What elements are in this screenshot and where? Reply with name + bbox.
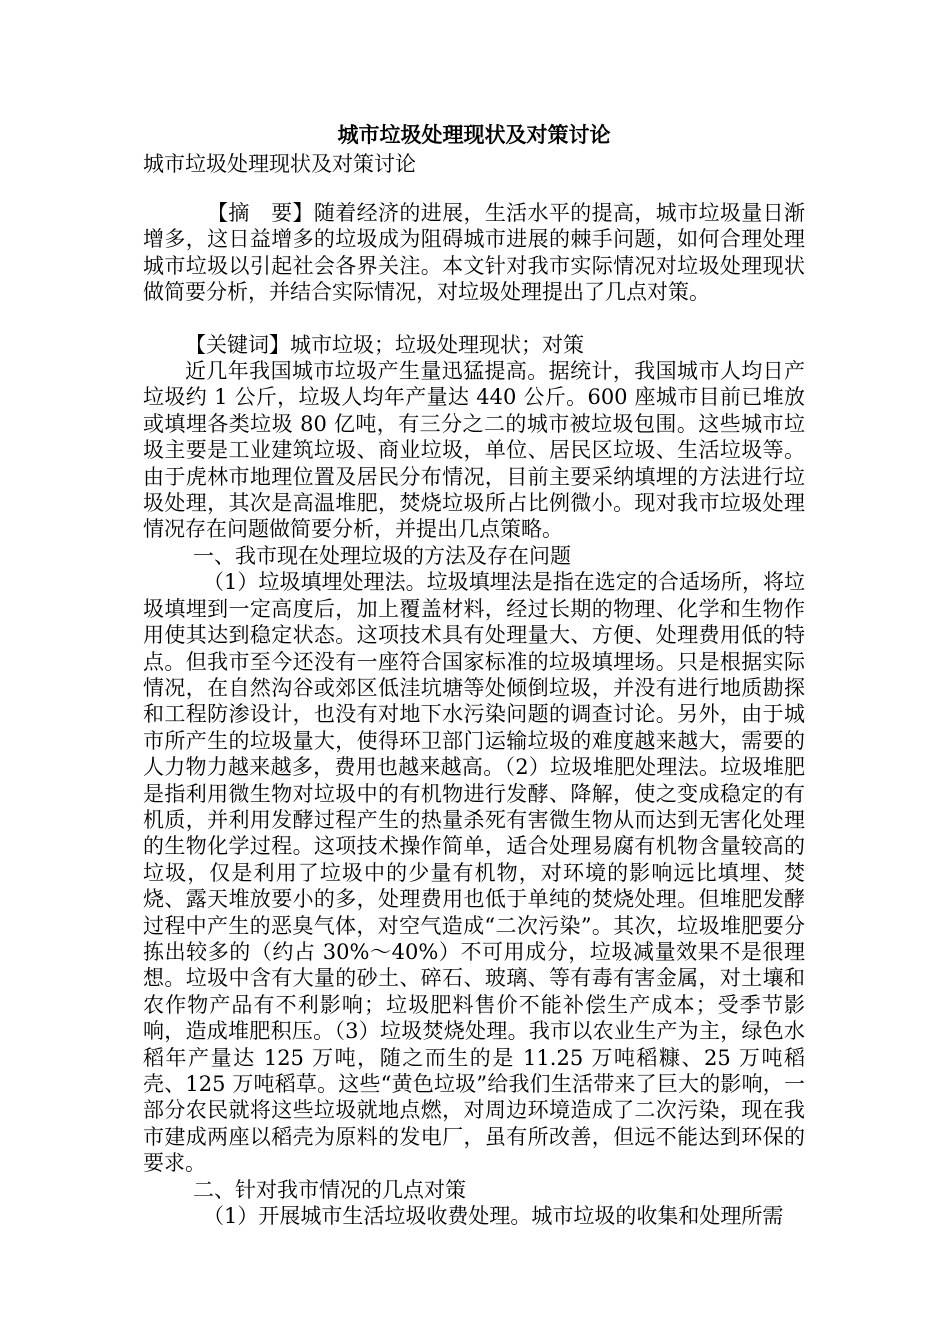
section-1-body: （1）垃圾填埋处理法。垃圾填埋法是指在选定的合适场所，将垃圾填埋到一定高度后，加上覆盖材料，经过长期的物理、化学和生物作用使其达到稳定状态。这项技术具有处理量大、方便、处理费用低的特点。但我市至今还没有一座符合国家标准的垃圾填埋场。只是根据实际情况，在自然沟谷或郊区低洼坑塘等处倾倒垃圾，并没有进行地质勘探和工程防渗设计，也没有对地下水污染问题的调查讨论。另外，由于城市所产生的垃圾量大，使得环卫部门运输垃圾的难度越来越大，需要的人力物力越来越多，费用也越来越高。（2）垃圾堆肥处理法。垃圾堆肥是指利用微生物对垃圾中的有机物进行发酵、降解，使之变成稳定的有机质，并利用发酵过程产生的热量杀死有害微生物从而达到无害化处理的生物化学过程。这项技术操作简单，适合处理易腐有机物含量较高的垃圾，仅是利用了垃圾中的少量有机物，对环境的影响远比填埋、焚烧、露天堆放要小的多，处理费用也低于单纯的焚烧处理。但堆肥发酵过程中产生的恶臭气体，对空气造成“二次污染”。其次，垃圾堆肥要分拣出较多的（约占 30%～40%）不可用成分，垃圾减量效果不是很理想。垃圾中含有大量的砂土、碎石、玻璃、等有毒有害金属，对土壤和农作物产品有不利影响；垃圾肥料售价不能补偿生产成本；受季节影响，造成堆肥积压。（3）垃圾焚烧处理。我市以农业生产为主，绿色水稻年产量达 125 万吨，随之而生的是 11.25 万吨稻糠、25 万吨稻壳、125 万吨稻草。这些“黄色垃圾”给我们生活带来了巨大的影响，一部分农民就将这些垃圾就地点燃，对周边环境造成了二次污染，现在我市建成两座以稻壳为原料的发电厂，虽有所改善，但远不能达到环保的要求。 <box>143 570 805 1176</box>
document-title: 城市垃圾处理现状及对策讨论 <box>337 122 611 147</box>
keywords-paragraph: 【关键词】城市垃圾；垃圾处理现状；对策 <box>185 332 584 357</box>
abstract-paragraph: 【摘 要】随着经济的进展，生活水平的提高，城市垃圾量日渐增多，这日益增多的垃圾成为阻碍城市进展的棘手问题，如何合理处理城市垃圾以引起社会各界关注。本文针对我市实际情况对垃圾处理现状做简要分析，并结合实际情况，对垃圾处理提出了几点对策。 <box>143 201 805 305</box>
section-2-body: （1）开展城市生活垃圾收费处理。城市垃圾的收集和处理所需 <box>203 1204 784 1229</box>
section-1-heading: 一、我市现在处理垃圾的方法及存在问题 <box>193 543 571 568</box>
document-page <box>143 120 805 1229</box>
document-subtitle: 城市垃圾处理现状及对策讨论 <box>143 152 416 176</box>
intro-paragraph: 近几年我国城市垃圾产生量迅猛提高。据统计，我国城市人均日产垃圾约 1 公斤，垃圾人均年产量达 440 公斤。600 座城市目前已堆放或填埋各类垃圾 80 亿吨，有三分之二的城市被垃圾包围。这些城市垃圾主要是工业建筑垃圾、商业垃圾，单位、居民区垃圾、生活垃圾等。由于虎林市地理位置及居民分布情况，目前主要采纳填埋的方法进行垃圾处理，其次是高温堆肥，焚烧垃圾所占比例微小。现对我市垃圾处理情况存在问题做简要分析，并提出几点策略。 <box>143 359 805 542</box>
section-2-heading: 二、针对我市情况的几点对策 <box>193 1177 466 1202</box>
